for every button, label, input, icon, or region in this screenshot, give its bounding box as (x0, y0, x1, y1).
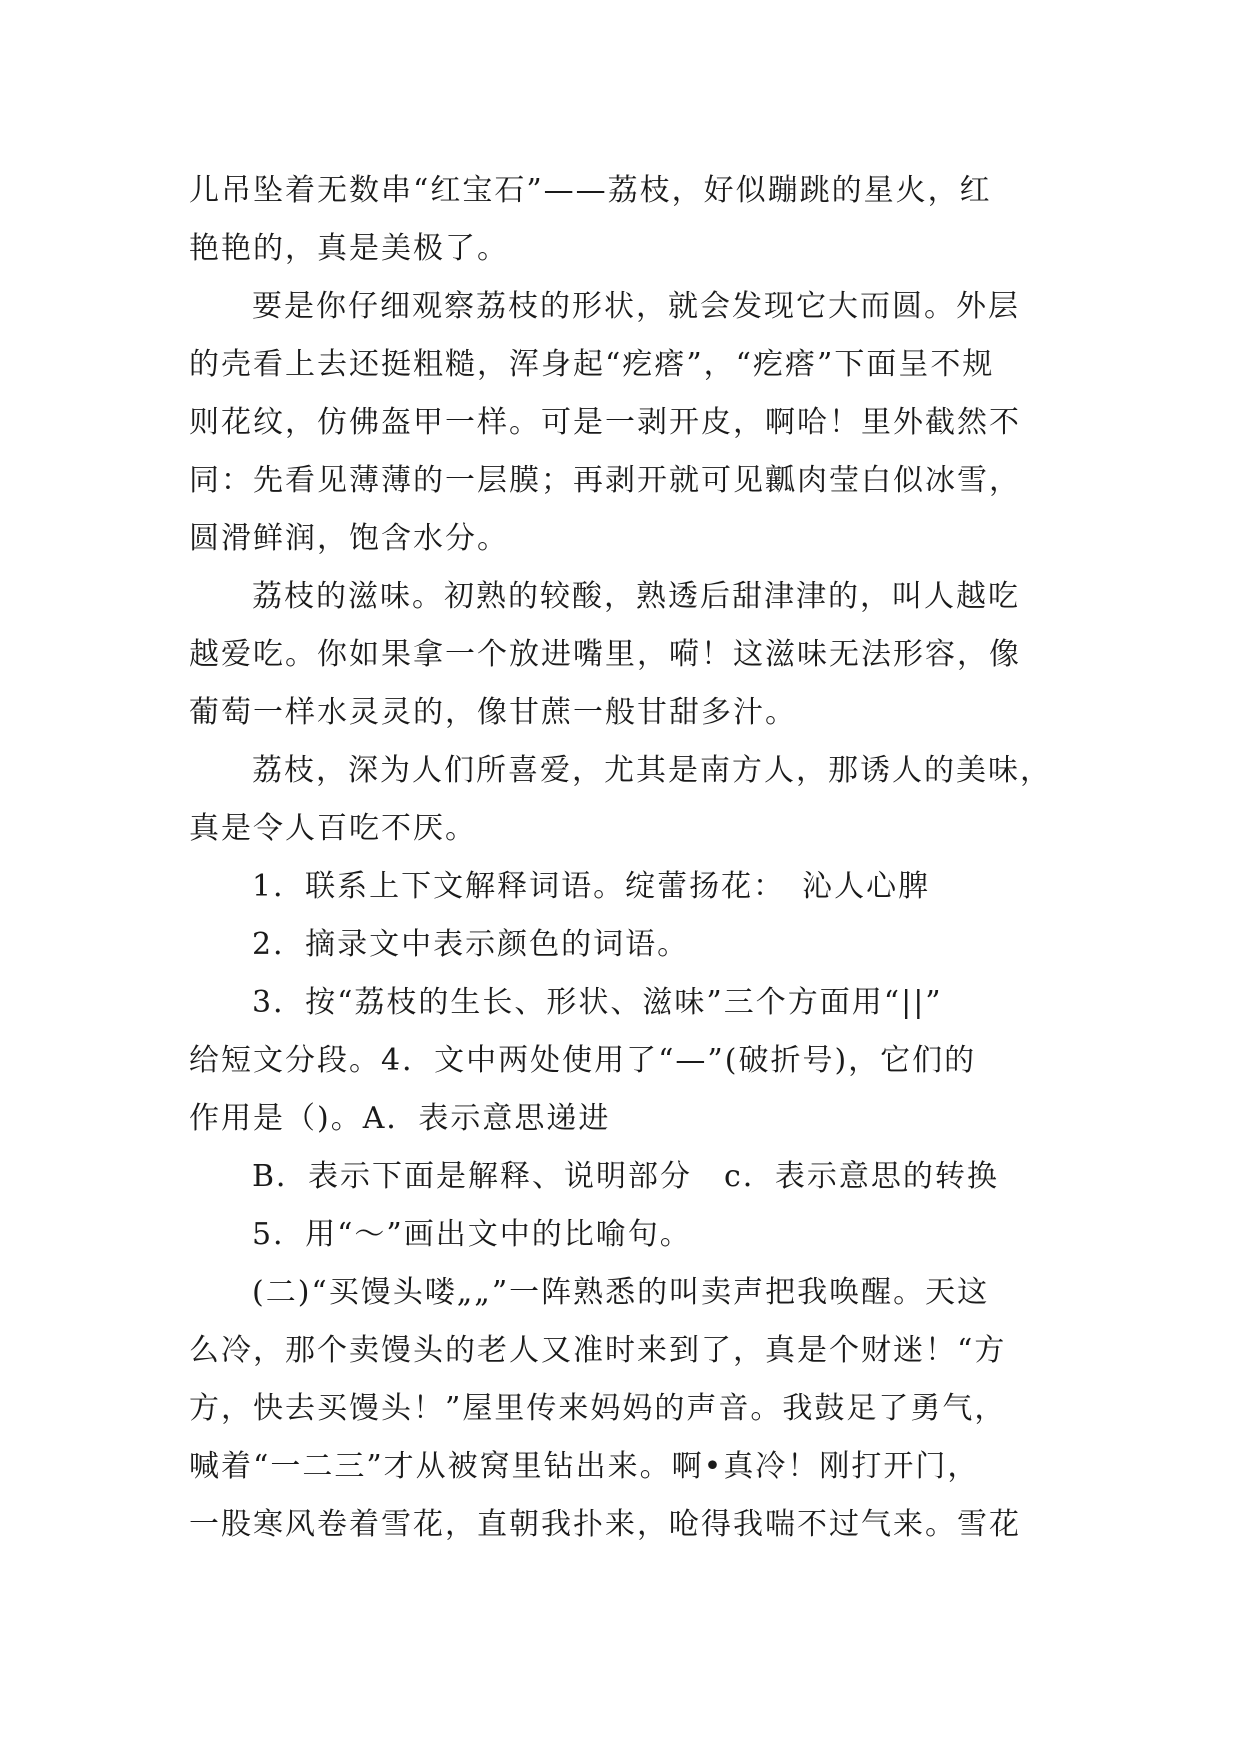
text-line: 方，快去买馒头！”屋里传来妈妈的声音。我鼓足了勇气， (189, 1391, 1007, 1426)
text-line: 一股寒风卷着雪花，直朝我扑来，呛得我喘不过气来。雪花 (189, 1507, 1021, 1542)
text-line: 么冷，那个卖馒头的老人又准时来到了，真是个财迷！“方 (189, 1333, 1007, 1368)
text-line: 要是你仔细观察荔枝的形状，就会发现它大而圆。外层 (252, 289, 1020, 324)
text-line: 2．摘录文中表示颜色的词语。 (252, 927, 690, 962)
text-line: 给短文分段。4．文中两处使用了“—”(破折号)，它们的 (189, 1043, 977, 1078)
text-line: 越爱吃。你如果拿一个放进嘴里，嗬！这滋味无法形容，像 (189, 637, 1021, 672)
text-line: 喊着“一二三”才从被窝里钻出来。啊•真冷！刚打开门， (189, 1449, 980, 1484)
text-line: 儿吊坠着无数串“红宝石”——荔枝，好似蹦跳的星火，红 (189, 173, 992, 208)
text-line: 艳艳的，真是美极了。 (189, 231, 509, 266)
text-line: 1．联系上下文解释词语。绽蕾扬花： 沁人心脾 (252, 869, 931, 904)
text-line: 真是令人百吃不厌。 (189, 811, 477, 846)
text-line: 3．按“荔枝的生长、形状、滋味”三个方面用“||” (252, 985, 943, 1020)
text-line: 则花纹，仿佛盔甲一样。可是一剥开皮，啊哈！里外截然不 (189, 405, 1021, 440)
text-line: 作用是（)。A．表示意思递进 (189, 1101, 611, 1136)
text-line: 5．用“～”画出文中的比喻句。 (252, 1217, 692, 1252)
text-line: 葡萄一样水灵灵的，像甘蔗一般甘甜多汁。 (189, 695, 797, 730)
text-line: B．表示下面是解释、说明部分 c．表示意思的转换 (252, 1159, 999, 1194)
text-line: (二)“买馒头喽„„”一阵熟悉的叫卖声把我唤醒。天这 (252, 1275, 990, 1310)
text-line: 圆滑鲜润，饱含水分。 (189, 521, 509, 556)
text-line: 荔枝的滋味。初熟的较酸，熟透后甜津津的，叫人越吃 (252, 579, 1020, 614)
text-line: 荔枝，深为人们所喜爱，尤其是南方人，那诱人的美味， (252, 753, 1052, 788)
text-line: 的壳看上去还挺粗糙，浑身起“疙瘩”，“疙瘩”下面呈不规 (189, 347, 995, 382)
document-body (189, 162, 1057, 1554)
text-line: 同：先看见薄薄的一层膜；再剥开就可见瓤肉莹白似冰雪， (189, 463, 1021, 498)
